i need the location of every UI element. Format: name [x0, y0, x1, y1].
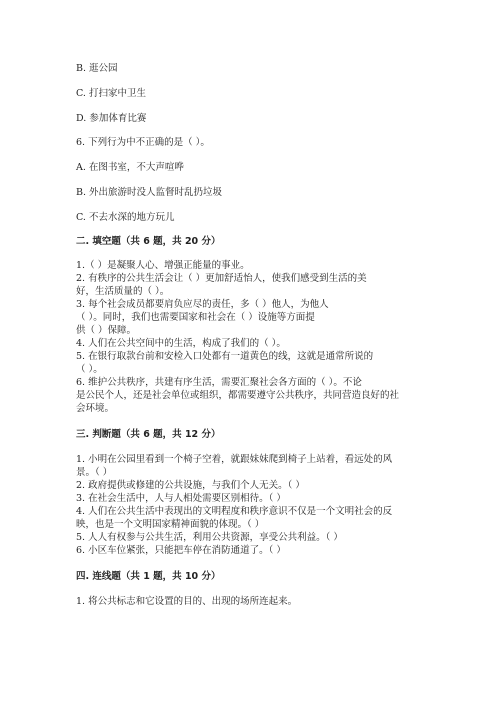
fill-in-line: （ ）。: [76, 364, 103, 375]
fill-in-line: 好，生活质量的（ ）。: [76, 286, 170, 297]
fill-in-line: 是公民个人，还是社会单位或组织，都需要遵守公共秩序，共同营造良好的社: [76, 390, 400, 401]
judgment-line: 映，也是一个文明国家精神面貌的体现。（ ）: [76, 519, 265, 530]
option-c: C. 打扫家中卫生: [76, 88, 146, 99]
matching-line: 1. 将公共标志和它设置的目的、出现的场所连起来。: [76, 596, 298, 607]
option-b: B. 逛公园: [76, 63, 118, 74]
judgment-line: 景。（ ）: [76, 467, 113, 478]
question-stem: 6. 下列行为中不正确的是（ ）。: [76, 137, 210, 148]
judgment-line: 4. 人们在公共生活中表现出的文明程度和秩序意识不仅是一个文明社会的反: [76, 506, 393, 517]
option-d: D. 参加体育比赛: [76, 113, 147, 124]
fill-in-line: 6. 维护公共秩序，共建有序生活，需要汇聚社会各方面的（ ）。不论: [76, 377, 362, 388]
option-a: A. 在图书室，不大声喧哗: [76, 162, 184, 173]
judgment-line: 1. 小明在公园里看到一个椅子空着，就跟妹妹爬到椅子上站着，看远处的风: [76, 454, 393, 465]
fill-in-line: 1.（ ）是凝聚人心、增强正能量的事业。: [76, 260, 250, 271]
fill-in-line: 5. 在银行取款台前和安检入口处都有一道黄色的线，这就是通常所说的: [76, 351, 374, 362]
section-heading-fill-in: 二. 填空题（共 6 题，共 20 分）: [76, 236, 221, 247]
fill-in-line: 会环境。: [76, 403, 115, 414]
judgment-line: 3. 在社会生活中，人与人相处需要区别相待。（ ）: [76, 493, 286, 504]
option-c: C. 不去水深的地方玩儿: [76, 212, 175, 223]
fill-in-line: 2. 有秩序的公共生活会让（ ）更加舒适怡人，使我们感受到生活的美: [76, 273, 367, 284]
fill-in-line: 3. 每个社会成员都要肩负应尽的责任，多（ ）他人，为他人: [76, 299, 329, 310]
fill-in-line: （ ）。同时，我们也需要国家和社会在（ ）设施等方面提: [76, 312, 315, 323]
fill-in-line: 供（ ）保障。: [76, 325, 137, 336]
section-heading-true-false: 三. 判断题（共 6 题，共 12 分）: [76, 429, 221, 440]
judgment-line: 5. 人人有权参与公共生活，利用公共资源，享受公共利益。（ ）: [76, 532, 343, 543]
option-b: B. 外出旅游时没人监督时乱扔垃圾: [76, 187, 223, 198]
judgment-line: 2. 政府提供或修建的公共设施，与我们个人无关。（ ）: [76, 480, 305, 491]
fill-in-line: 4. 人们在公共空间中的生活，构成了我们的（ ）。: [76, 338, 286, 349]
section-heading-matching: 四. 连线题（共 1 题，共 10 分）: [76, 571, 221, 582]
judgment-line: 6. 小区车位紧张，只能把车停在消防通道了。（ ）: [76, 545, 286, 556]
